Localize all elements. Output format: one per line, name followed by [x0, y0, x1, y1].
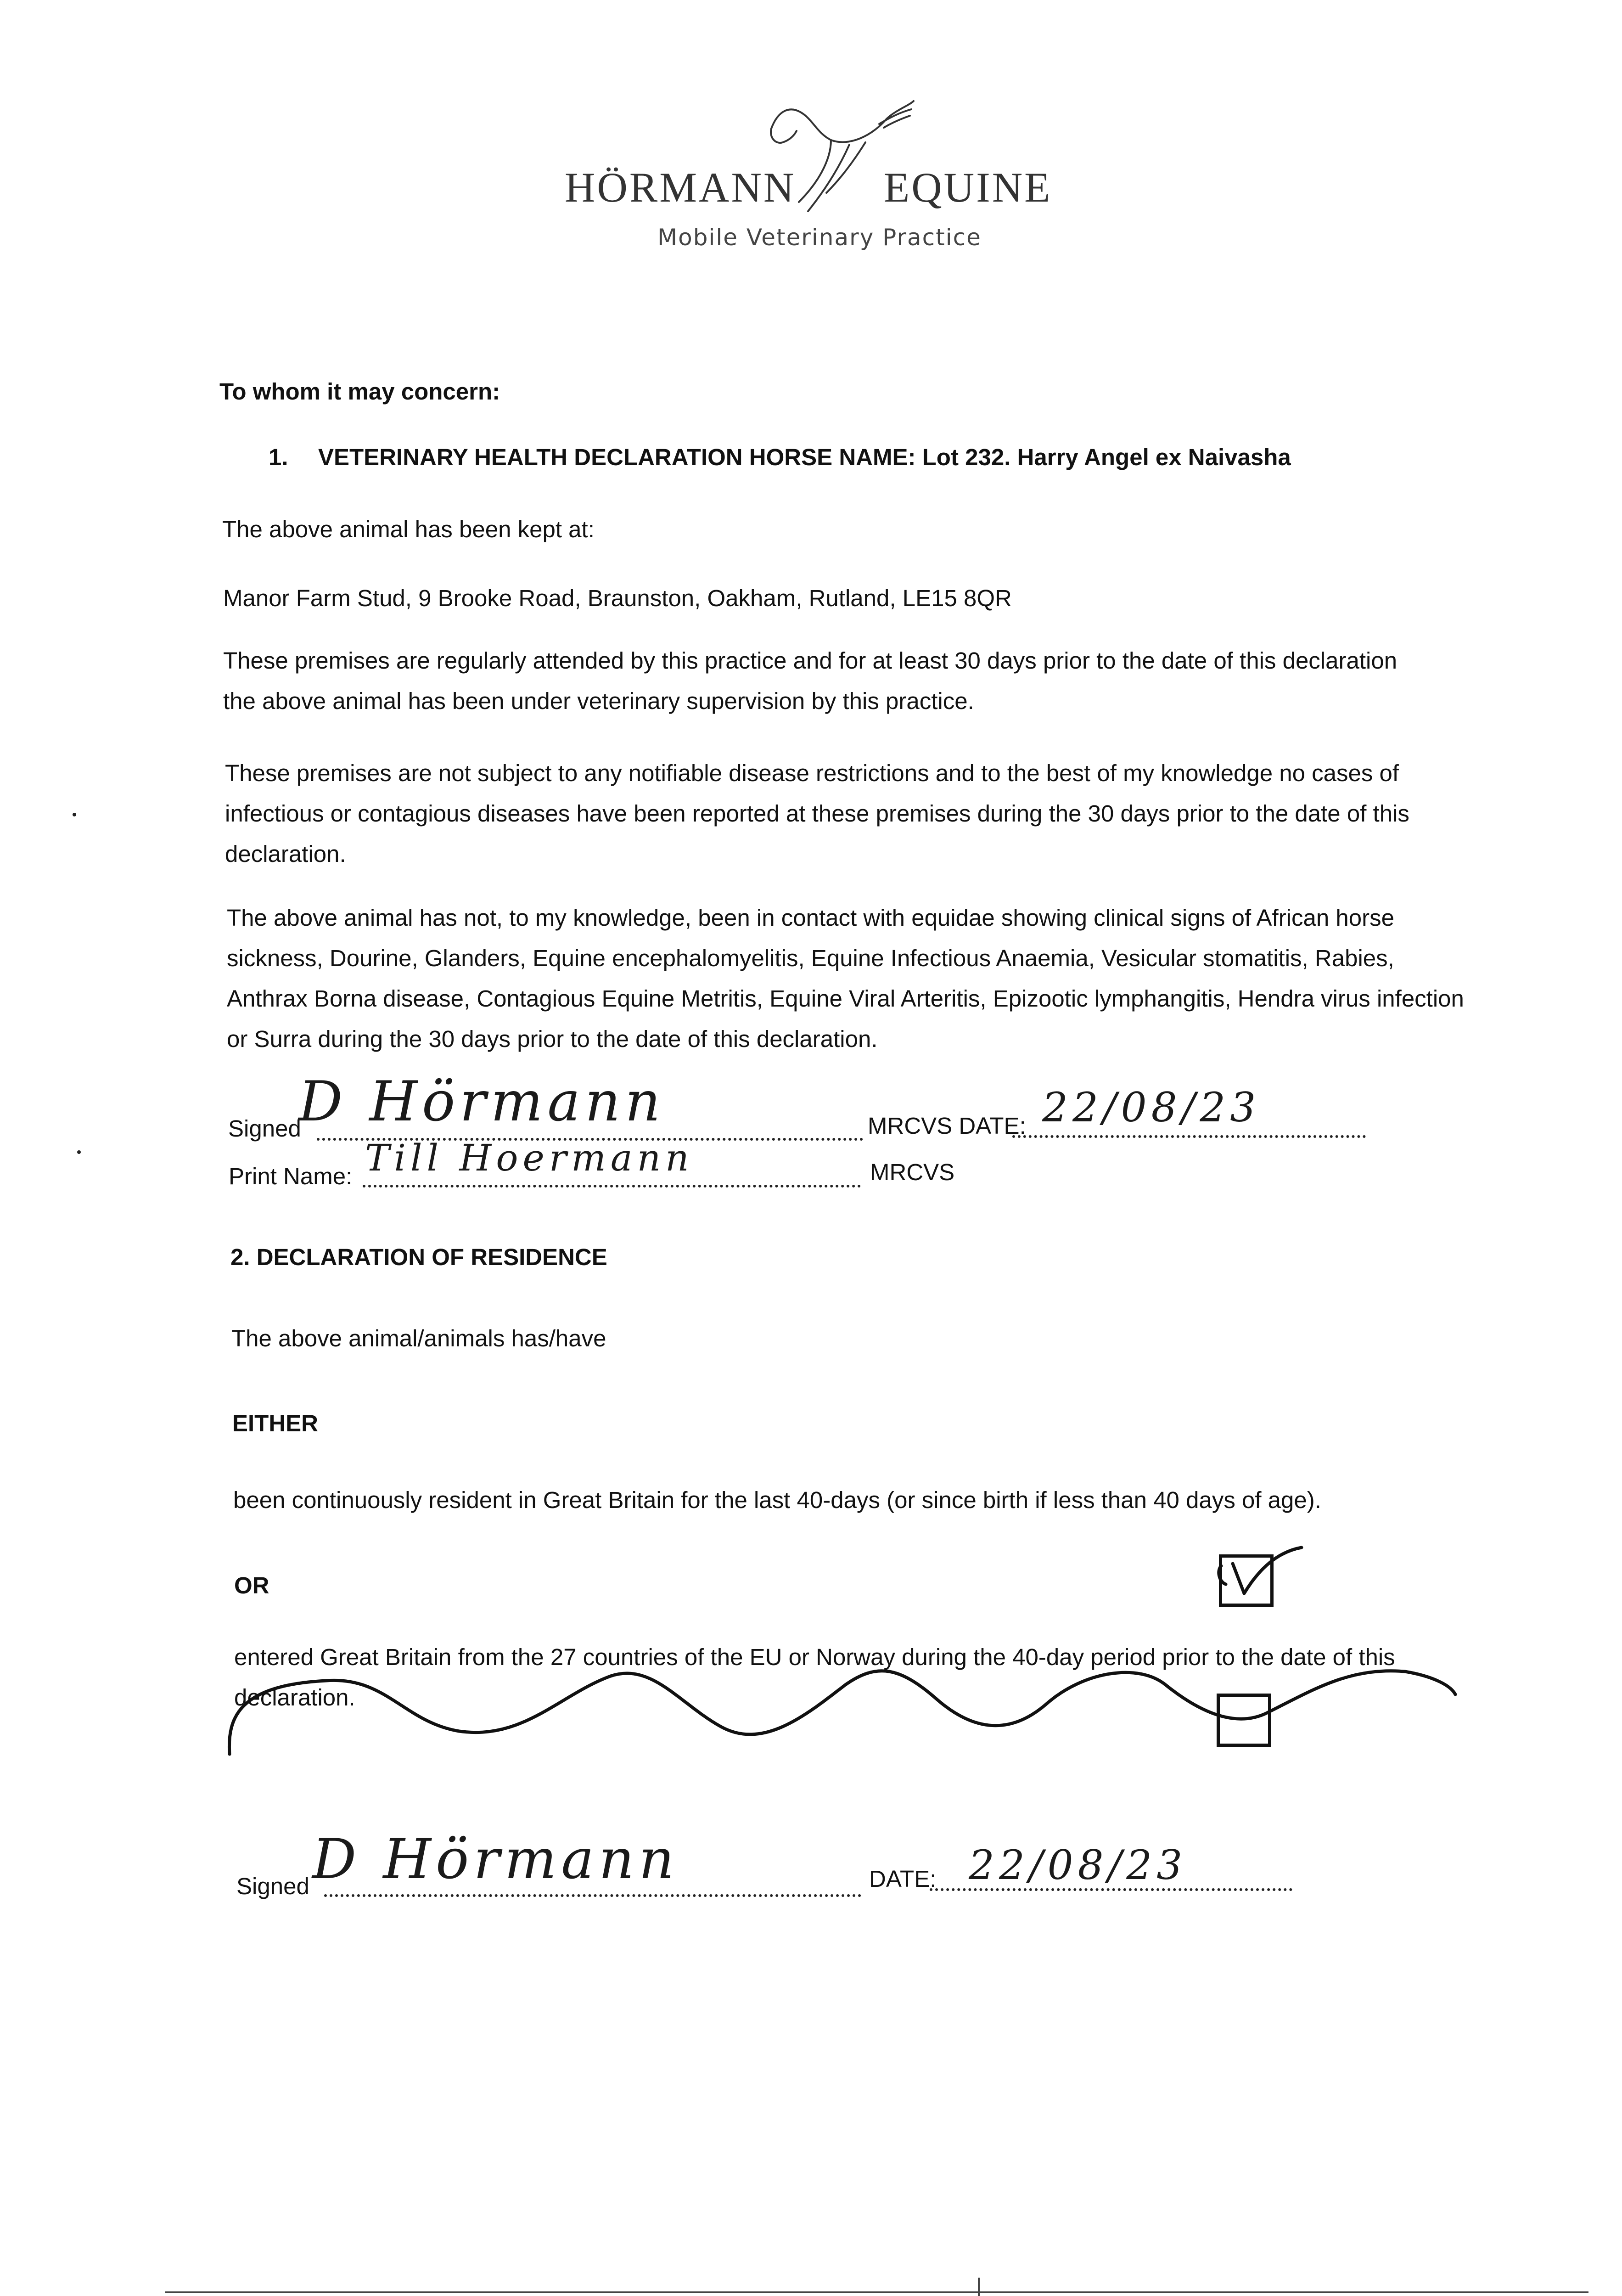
- date-value: 22/08/23: [1042, 1084, 1261, 1131]
- section2-intro: The above animal/animals has/have: [231, 1325, 606, 1351]
- section1-heading-label: VETERINARY HEALTH DECLARATION HORSE NAME:: [318, 444, 916, 470]
- section1-number: 1.: [269, 444, 288, 470]
- signature-2: D Hörmann: [312, 1828, 679, 1891]
- print-name-value: Till Hoermann: [365, 1137, 694, 1179]
- brand-right: EQUINE: [884, 164, 1052, 211]
- brand-left: HÖRMANN: [565, 164, 796, 211]
- option-entered-text: entered Great Britain from the 27 countries of the EU or Norway during the 40-day period prior to the date of this declaration.: [234, 1644, 1395, 1711]
- either-label: EITHER: [232, 1410, 319, 1436]
- scan-speck: [73, 813, 76, 816]
- scan-speck: [77, 1150, 81, 1154]
- date-line: [1012, 1135, 1366, 1138]
- section1-heading: [318, 435, 1291, 479]
- tick-mark-icon: [1207, 1538, 1313, 1612]
- or-label: OR: [234, 1572, 269, 1598]
- section2-heading: 2. DECLARATION OF RESIDENCE: [230, 1244, 607, 1270]
- bottom-edge-line: [165, 2291, 1588, 2293]
- supervision-paragraph: These premises are regularly attended by this practice and for at least 30 days prior to the date of this declaration the above animal has been under veterinary supervision by this practice.: [223, 647, 1398, 714]
- kept-at-label: The above animal has been kept at:: [222, 516, 595, 542]
- option-resident-text: been continuously resident in Great Britain for the last 40-days (or since birth if less than 40 days of age).: [233, 1487, 1321, 1513]
- date-value-2: 22/08/23: [969, 1841, 1187, 1889]
- restrictions-paragraph: These premises are not subject to any notifiable disease restrictions and to the best of my knowledge no cases of infectious or contagious diseases have been reported at these premises during the 30 days prior to the date of this declaration.: [225, 760, 1409, 867]
- bottom-edge-tick: [978, 2278, 980, 2296]
- mrcvs-label: MRCVS: [870, 1159, 955, 1185]
- signature-line-2: [324, 1894, 861, 1897]
- signed-label-2: Signed: [236, 1873, 309, 1899]
- print-name-line: [363, 1185, 861, 1187]
- signed-label: Signed: [228, 1115, 301, 1142]
- tagline: Mobile Veterinary Practice: [657, 224, 982, 251]
- date-label-2: DATE:: [869, 1866, 937, 1892]
- entered-checkbox[interactable]: [1217, 1694, 1271, 1747]
- print-name-label: Print Name:: [229, 1163, 353, 1189]
- mrcvs-date-label: MRCVS DATE:: [868, 1113, 1026, 1139]
- horse-name: Lot 232. Harry Angel ex Naivasha: [922, 444, 1291, 470]
- strikethrough-wave: [220, 1649, 1460, 1768]
- premises-address: Manor Farm Stud, 9 Brooke Road, Braunston, Oakham, Rutland, LE15 8QR: [223, 585, 1012, 611]
- salutation: To whom it may concern:: [219, 378, 500, 405]
- signature: D Hörmann: [298, 1070, 665, 1134]
- contact-paragraph: The above animal has not, to my knowledge, been in contact with equidae showing clinical signs of African horse sickness, Dourine, Glanders, Equine encephalomyelitis, Equine Infectious Anaemia, Vesicular stomatitis, Rabies, Anthrax Borna disease, Contagious Equine Metritis, Equine Viral Arteritis, Epizootic lymphangitis, Hendra virus infection or Surra during the 30 days prior to the date of this declaration.: [227, 905, 1464, 1052]
